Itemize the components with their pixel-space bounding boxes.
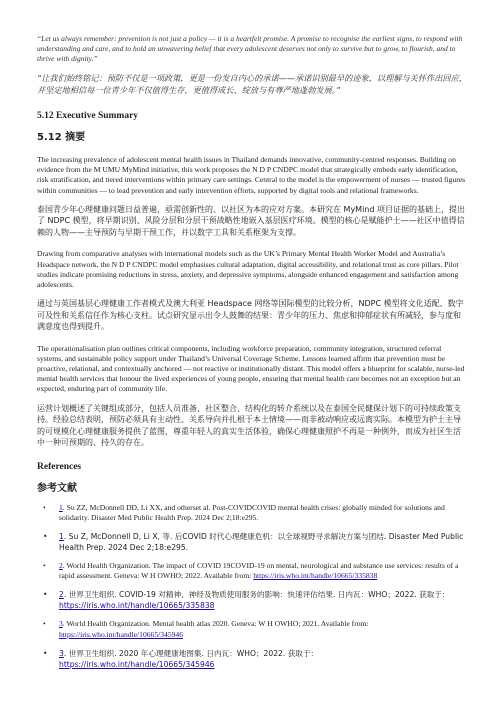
reference-text: . Su ZZ, McDonnell DD, Li XX, and otherset al. Post-COVIDCOVID mental health crises: globally minded for solutions and solidarity. Disaster Med Public Health Prep. 2024 Dec 2;18:e295. bbox=[59, 502, 445, 522]
bullet-icon: • bbox=[43, 532, 48, 542]
reference-text: . World Health Organization. The impact of COVID 19COVID-19 on mental, neurological and substance use services: results of a rapid assessment. Geneva: W H OWHO; 2022. Available from: bbox=[59, 561, 459, 581]
reference-text: . 世界卫生组织. COVID-19 对精神、神经及物质使用服务的影响：快速评估结果. 日内瓦：WHO；2022. 获取于： bbox=[63, 590, 450, 600]
section-heading-english: 5.12 Executive Summary bbox=[37, 111, 139, 121]
reference-body bbox=[59, 619, 467, 639]
quote-chinese: “让我们始终铭记：预防不仅是一项政策，更是一份发自内心的承诺——承诺识别最早的迹象，以理解与关怀作出回应，并坚定地相信每一位青少年不仅值得生存，更值得成长、绽放与有尊严地蓬勃发展。” bbox=[37, 73, 467, 95]
paragraph-en: Drawing from comparative analyses with international models such as the UK’s Primary Mental Health Worker Model and Australia’s Headspace network, the N D P CNDPC model emphasises cultural adaptation, digital accessibility, and relational trust as core pillars. Pilot studies indicate promising reductions in stress, anxiety, and depressive symptoms, alongside enhanced engagement and satisfaction among adolescents. bbox=[37, 249, 459, 289]
references-heading-chinese: 参考文献 bbox=[37, 482, 77, 494]
reference-item bbox=[37, 619, 467, 639]
reference-number-link[interactable]: 2 bbox=[59, 561, 63, 571]
paragraph-en: The increasing prevalence of adolescent mental health issues in Thailand demands innovative, community-centred responses. Building on evidence from the M UMU MyMind initiative, this work proposes the N D P CNDPC model that strategically embeds early identification, risk stratification, and tiered interventions within primary care settings. Central to the model is the empowerment of nurses — trusted figures within communities — to lead prevention and early intervention efforts, supported by digital tools and relational frameworks. bbox=[37, 155, 466, 195]
reference-text: . 世界卫生组织. 2020 年心理健康地图集. 日内瓦：WHO；2022. 获取于： bbox=[63, 648, 319, 658]
bullet-icon: • bbox=[43, 502, 46, 512]
reference-body bbox=[59, 503, 467, 523]
reference-list bbox=[37, 503, 467, 670]
bullet-icon: • bbox=[43, 561, 46, 571]
reference-number-link[interactable]: 1 bbox=[59, 532, 64, 542]
section-heading-chinese: 5.12 摘要 bbox=[37, 132, 86, 143]
document-page bbox=[37, 34, 467, 678]
reference-number-link[interactable]: 1 bbox=[59, 502, 63, 512]
reference-url-link[interactable]: https://iris.who.int/handle/10665/345946 bbox=[59, 629, 184, 639]
reference-text: . Su Z, McDonnell D, Li X, 等. 后COVID 时代心理健康危机：以全球视野寻求解决方案与团结. Disaster Med Public Health Prep. 2024 Dec 2;18:e295. bbox=[59, 532, 464, 553]
reference-item bbox=[37, 503, 467, 523]
paragraph-en: The operationalisation plan outlines critical components, including workforce preparation, community integration, structured referral systems, and sustainable policy support under Thailand’s Universal Coverage Scheme. Lessons learned affirm that prevention must be proactive, relational, and contextually anchored — not reactive or institutionally distant. This model offers a blueprint for scalable, nurse-led mental health services that honour the lived experiences of young people, ensuring that mental health care becomes not an exception but an expected, enduring part of community life. bbox=[37, 343, 465, 394]
bullet-icon: • bbox=[43, 619, 46, 629]
reference-body bbox=[59, 648, 467, 670]
reference-body bbox=[59, 589, 467, 611]
bullet-icon: • bbox=[43, 590, 48, 600]
reference-url-link[interactable]: https://iris.who.int/handle/10665/335838 bbox=[253, 571, 378, 581]
reference-text: . World Health Organization. Mental health atlas 2020. Geneva: W H OWHO; 2021. Available from: bbox=[62, 619, 369, 629]
reference-item bbox=[37, 648, 467, 670]
reference-body bbox=[59, 531, 467, 553]
reference-item bbox=[37, 531, 467, 553]
summary-body bbox=[37, 155, 467, 449]
references-heading-english: References bbox=[37, 461, 82, 472]
reference-url-link[interactable]: https://iris.who.int/handle/10665/345946 bbox=[59, 659, 215, 669]
reference-url-link[interactable]: https://iris.who.int/handle/10665/335838 bbox=[59, 601, 215, 611]
paragraph-zh: 运营计划概述了关键组成部分，包括人员准备、社区整合、结构化的转介系统以及在泰国全民健保计划下的可持续政策支持。经验总结表明，预防必须具有主动性、关系导向并扎根于本土情境——而非被动响应或远离实际。本模型为护士主导的可规模化心理健康服务提供了蓝图，尊重年轻人的真实生活体验，确保心理健康照护不再是一种例外，而成为社区生活中一种可预期的、持久的存在。 bbox=[37, 403, 461, 448]
reference-body bbox=[59, 561, 467, 581]
paragraph-zh: 泰国青少年心理健康问题日益普遍，亟需创新性的、以社区为本的应对方案。本研究在 MyMind 项目证据的基础上，提出了 NDPC 模型，将早期识别、风险分层和分层干预战略性地嵌入基层医疗环境。模型的核心是赋能护士——社区中值得信赖的人物——主导预防与早期干预工作，并以数字工具和关系框架为支撑。 bbox=[37, 204, 465, 237]
reference-item bbox=[37, 589, 467, 611]
reference-number-link[interactable]: 3 bbox=[59, 619, 63, 629]
bullet-icon: • bbox=[43, 648, 48, 658]
reference-number-link[interactable]: 2 bbox=[59, 590, 64, 600]
reference-number-link[interactable]: 3 bbox=[59, 648, 64, 658]
paragraph-zh: 通过与英国基层心理健康工作者模式及澳大利亚 Headspace 网络等国际模型的比较分析，NDPC 模型将文化适配、数字可及性和关系信任作为核心支柱。试点研究显示出令人鼓舞的结果：青少年的压力、焦虑和抑郁症状有所减轻，参与度和满意度也得到提升。 bbox=[37, 299, 464, 332]
quote-english: “Let us always remember: prevention is not just a policy — it is a heartfelt promise. A promise to recognise the earliest signs, to respond with understanding and care, and to hold an unwavering belief that every adolescent deserves not only to survive but to grow, to flourish, and to thrive with dignity.” bbox=[37, 34, 463, 63]
reference-item bbox=[37, 561, 467, 581]
